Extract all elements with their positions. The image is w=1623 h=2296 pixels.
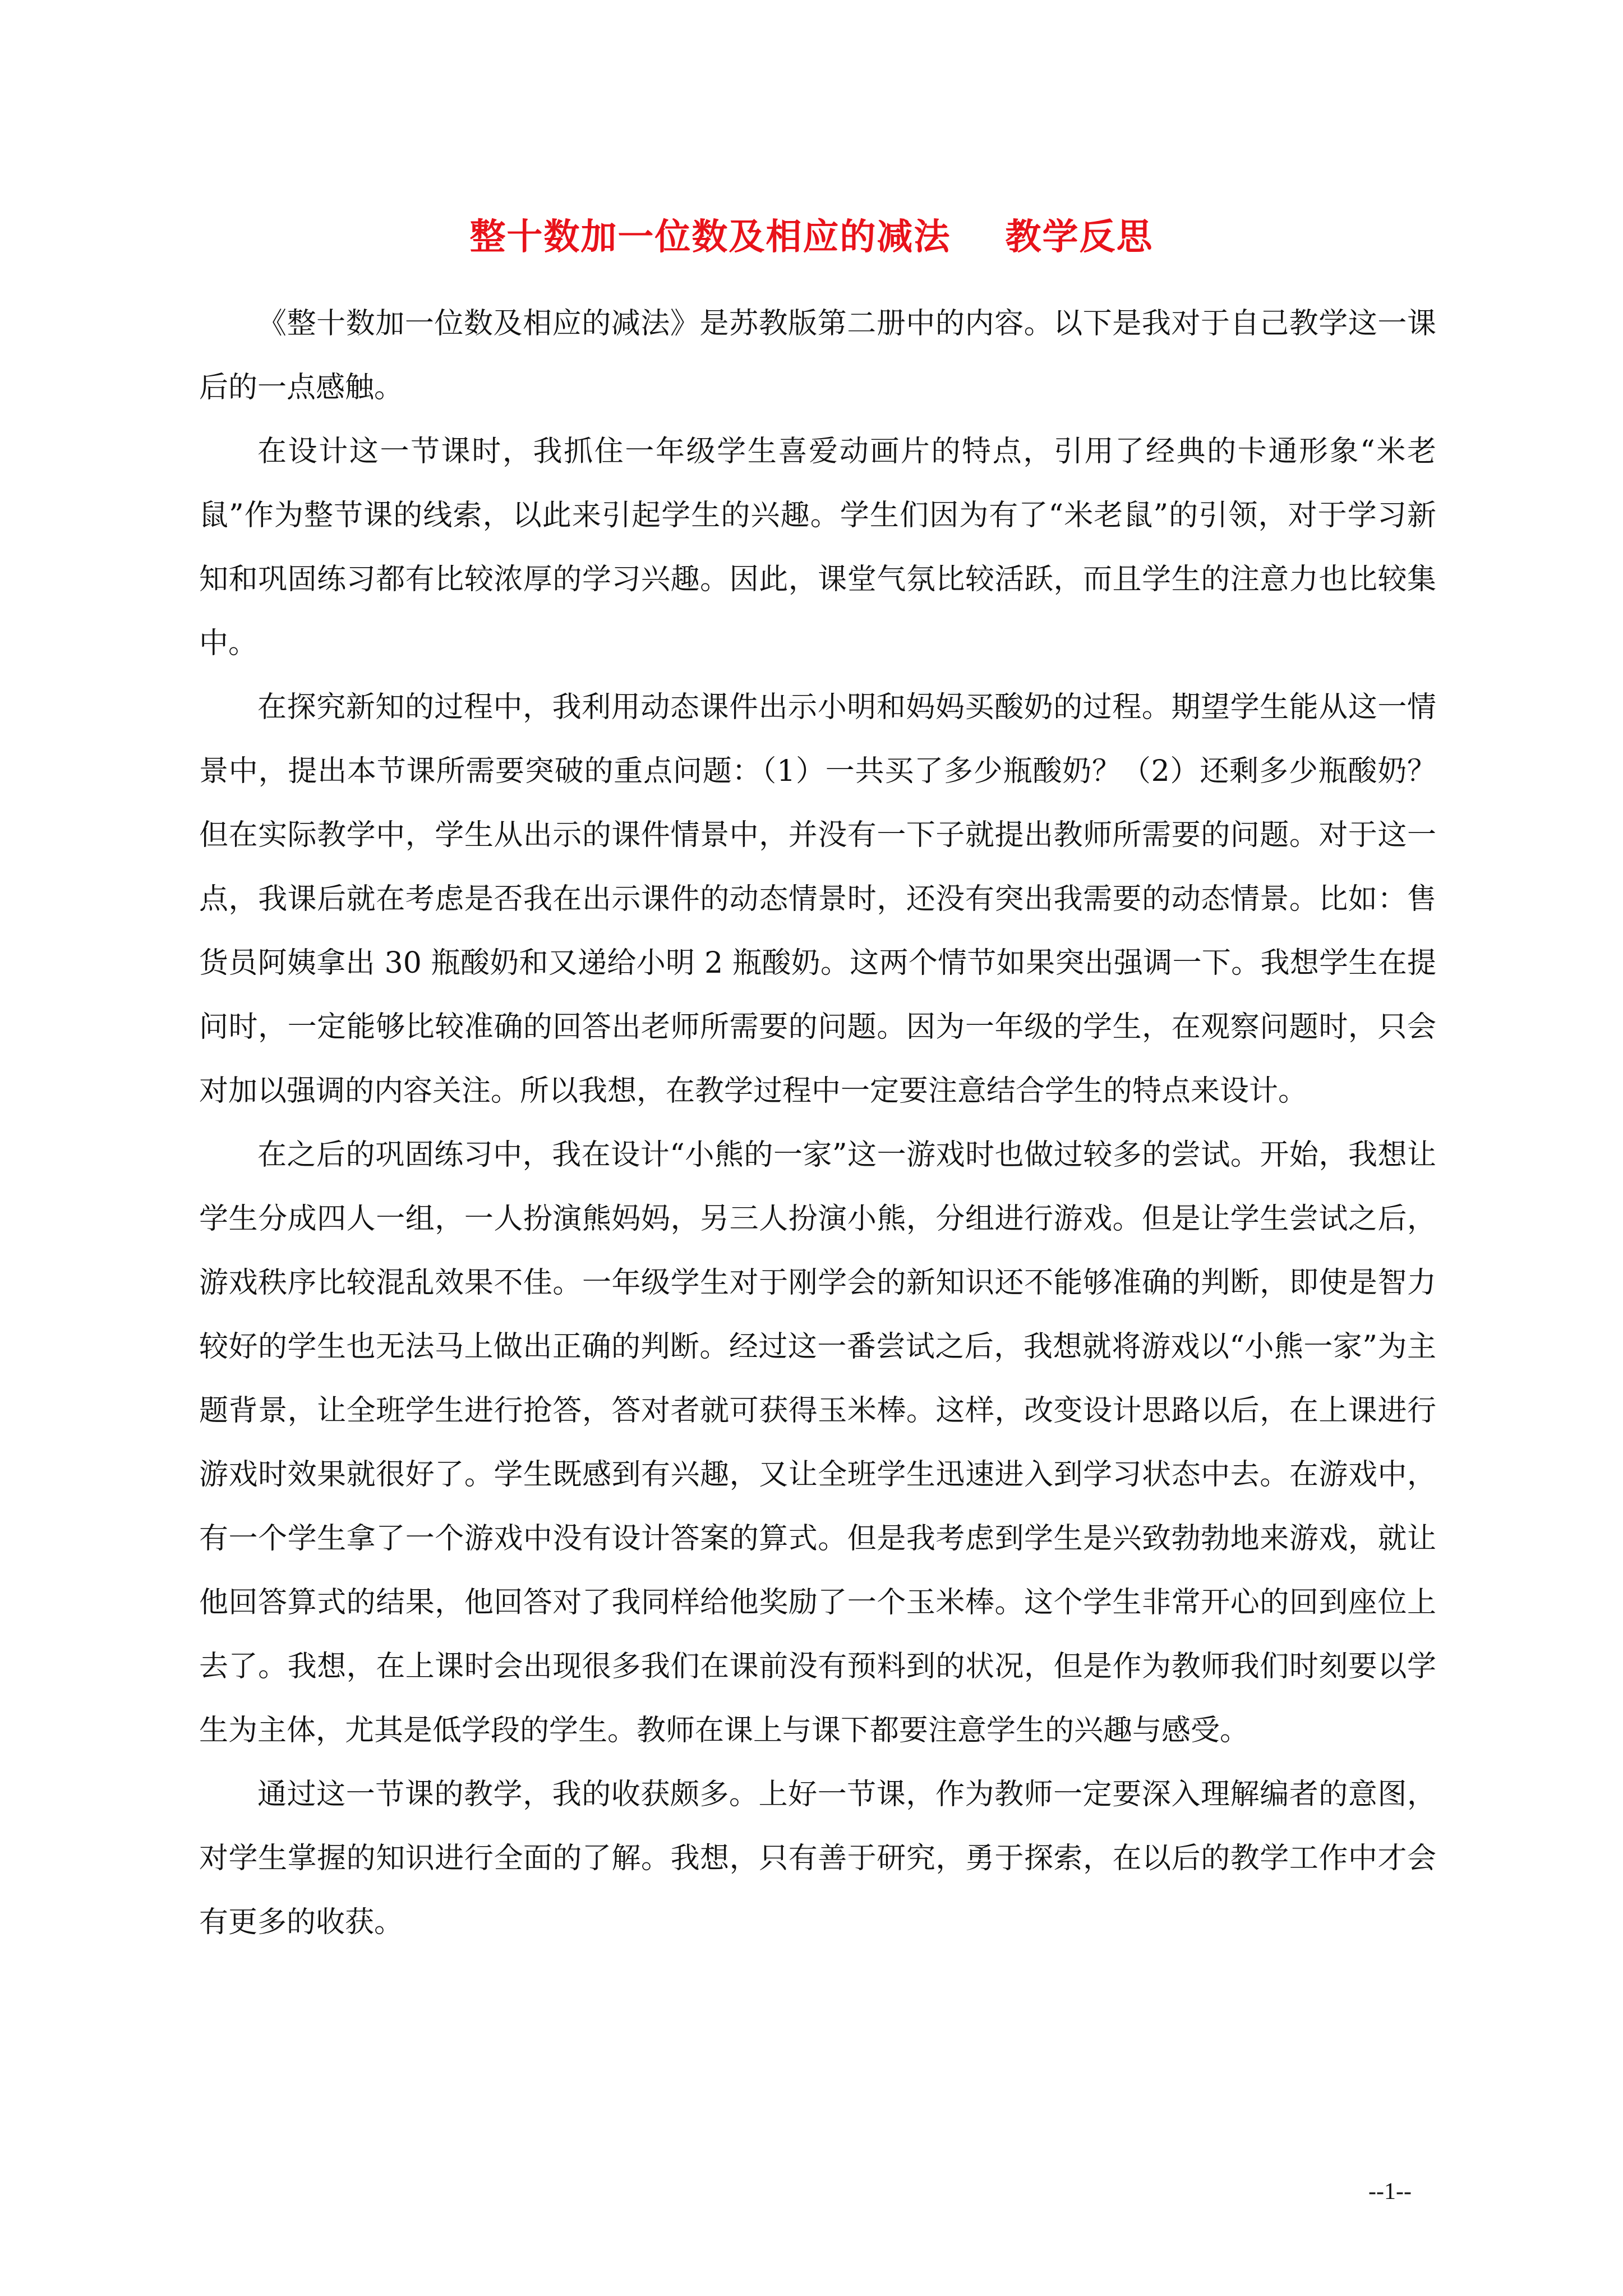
paragraph-practice: 在之后的巩固练习中，我在设计“小熊的一家”这一游戏时也做过较多的尝试。开始，我想让学生分成四人一组，一人扮演熊妈妈，另三人扮演小熊，分组进行游戏。但是让学生尝试之后，游戏秩序比较混乱效果不佳。一年级学生对于刚学会的新知识还不能够准确的判断，即使是智力较好的学生也无法马上做出正确的判断。经过这一番尝试之后，我想就将游戏以“小熊一家”为主题背景，让全班学生进行抢答，答对者就可获得玉米棒。这样，改变设计思路以后，在上课进行游戏时效果就很好了。学生既感到有兴趣，又让全班学生迅速进入到学习状态中去。在游戏中，有一个学生拿了一个游戏中没有设计答案的算式。但是我考虑到学生是兴致勃勃地来游戏，就让他回答算式的结果，他回答对了我同样给他奖励了一个玉米棒。这个学生非常开心的回到座位上去了。我想，在上课时会出现很多我们在课前没有预料到的状况，但是作为教师我们时刻要以学生为主体，尤其是低学段的学生。教师在课上与课下都要注意学生的兴趣与感受。 bbox=[199, 1138, 1436, 1747]
paragraph-conclusion: 通过这一节课的教学，我的收获颇多。上好一节课，作为教师一定要深入理解编者的意图，对学生掌握的知识进行全面的了解。我想，只有善于研究，勇于探索，在以后的教学工作中才会有更多的收获。 bbox=[199, 1778, 1436, 1939]
paragraph-exploration: 在探究新知的过程中，我利用动态课件出示小明和妈妈买酸奶的过程。期望学生能从这一情景中，提出本节课所需要突破的重点问题：（1）一共买了多少瓶酸奶？（2）还剩多少瓶酸奶？但在实际教学中，学生从出示的课件情景中，并没有一下子就提出教师所需要的问题。对于这一点，我课后就在考虑是否我在出示课件的动态情景时，还没有突出我需要的动态情景。比如：售货员阿姨拿出 30 瓶酸奶和又递给小明 2 瓶酸奶。这两个情节如果突出强调一下。我想学生在提问时，一定能够比较准确的回答出老师所需要的问题。因为一年级的学生，在观察问题时，只会对加以强调的内容关注。所以我想，在教学过程中一定要注意结合学生的特点来设计。 bbox=[199, 691, 1436, 1108]
paragraph-intro: 《整十数加一位数及相应的减法》是苏教版第二册中的内容。以下是我对于自己教学这一课后的一点感触。 bbox=[199, 307, 1436, 404]
document-body bbox=[199, 292, 1436, 1954]
paragraph-design: 在设计这一节课时，我抓住一年级学生喜爱动画片的特点，引用了经典的卡通形象“米老鼠”作为整节课的线索，以此来引起学生的兴趣。学生们因为有了“米老鼠”的引领，对于学习新知和巩固练习都有比较浓厚的学习兴趣。因此，课堂气氛比较活跃，而且学生的注意力也比较集中。 bbox=[199, 435, 1436, 660]
document-title: 整十数加一位数及相应的减法 教学反思 bbox=[469, 216, 1154, 258]
page-number: --1-- bbox=[1368, 2179, 1412, 2205]
